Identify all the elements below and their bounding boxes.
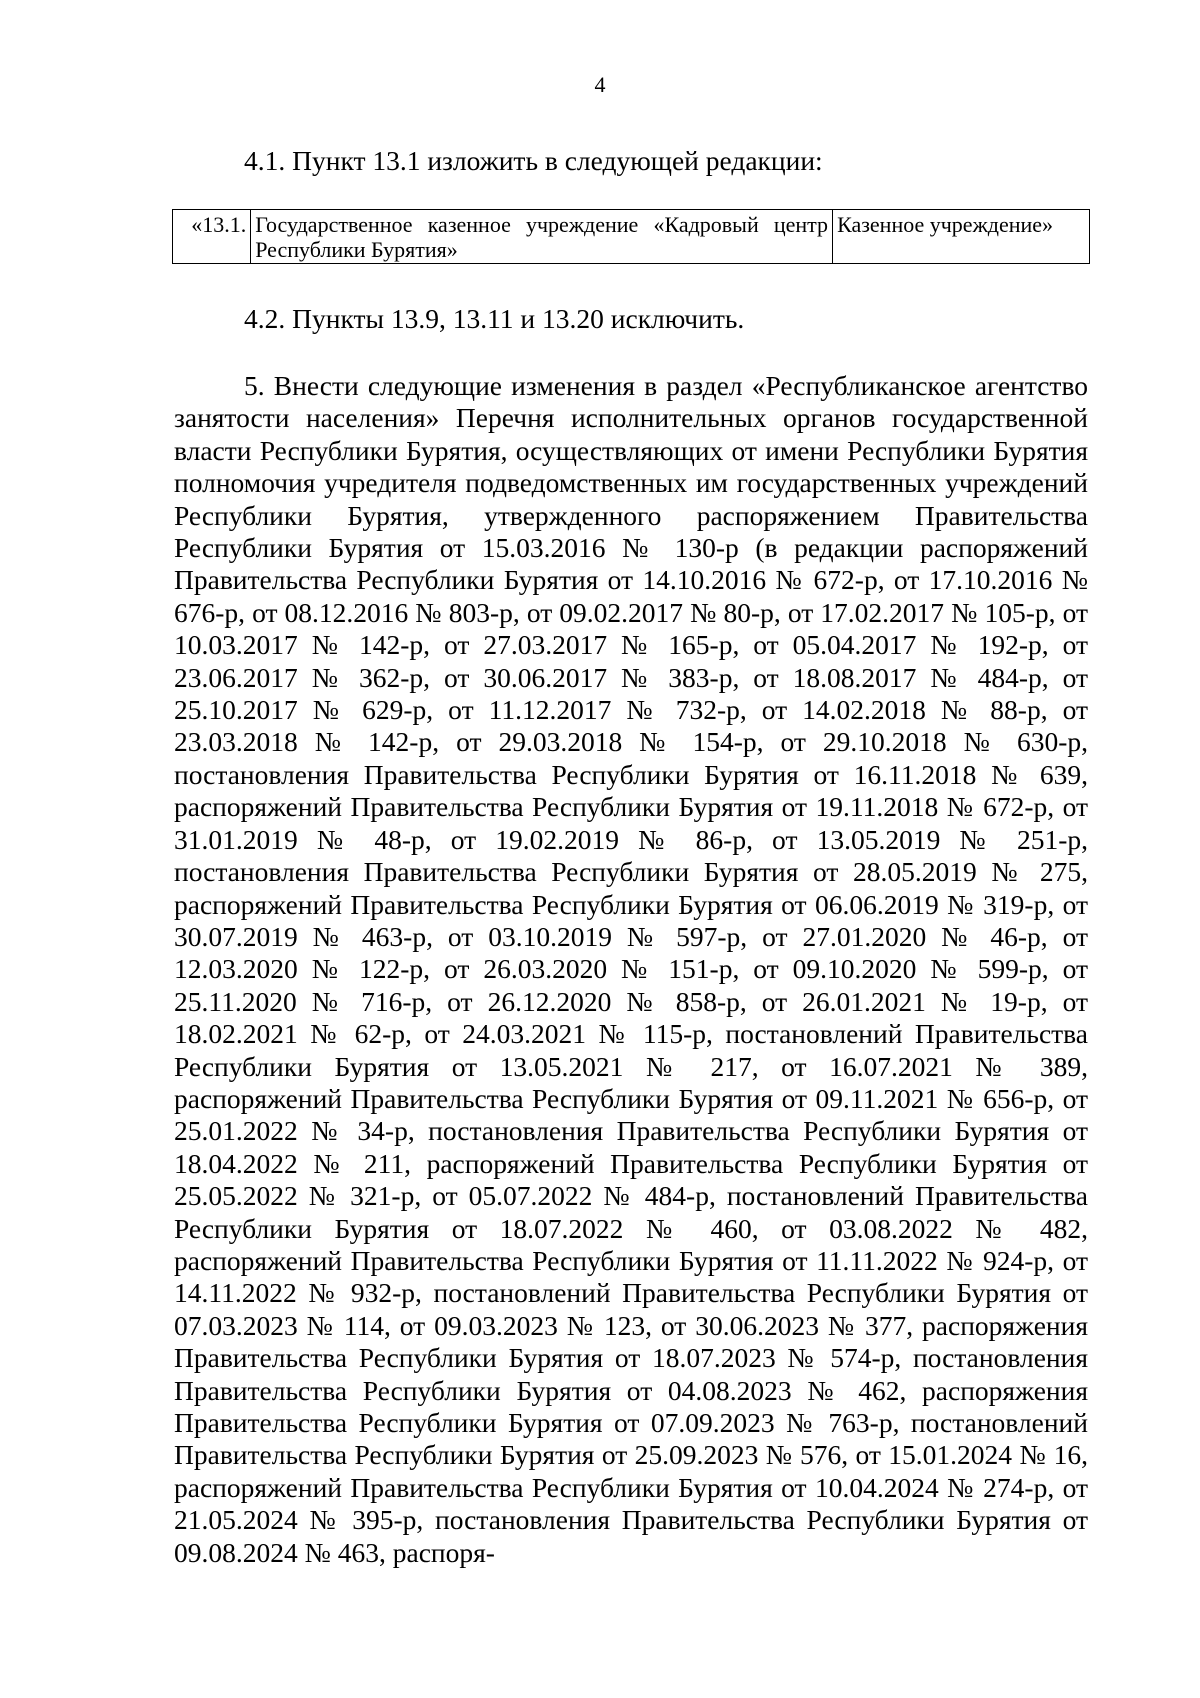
amendment-table xyxy=(172,209,1090,264)
page-number: 4 xyxy=(594,72,606,97)
section-4-2-paragraph: 4.2. Пункты 13.9, 13.11 и 13.20 исключить. xyxy=(244,303,745,334)
item-number-cell: «13.1. xyxy=(173,210,251,264)
table-row xyxy=(173,210,1090,264)
institution-type-cell: Казенное учреждение» xyxy=(833,210,1090,264)
section-5-paragraph: 5. Внести следующие изменения в раздел «Республиканское агентство занятости населения» Перечня исполнительных органов государственной власти Республики Бурятия, осуществляющих от имени Республики Бурятия полномочия учредителя подведомственных им государственных учреждений Республики Бурятия, утвержденного распоряжением Правительства Республики Бурятия от 15.03.2016 № 130-р (в редакции распоряжений Правительства Республики Бурятия от 14.10.2016 № 672-р, от 17.10.2016 № 676-р, от 08.12.2016 № 803-р, от 09.02.2017 № 80-р, от 17.02.2017 № 105-р, от 10.03.2017 № 142-р, от 27.03.2017 № 165-р, от 05.04.2017 № 192-р, от 23.06.2017 № 362-р, от 30.06.2017 № 383-р, от 18.08.2017 № 484-р, от 25.10.2017 № 629-р, от 11.12.2017 № 732-р, от 14.02.2018 № 88-р, от 23.03.2018 № 142-р, от 29.03.2018 № 154-р, от 29.10.2018 № 630-р, постановления Правительства Республики Бурятия от 16.11.2018 № 639, распоряжений Правительства Республики Бурятия от 19.11.2018 № 672-р, от 31.01.2019 № 48-р, от 19.02.2019 № 86-р, от 13.05.2019 № 251-р, постановления Правительства Республики Бурятия от 28.05.2019 № 275, распоряжений Правительства Республики Бурятия от 06.06.2019 № 319-р, от 30.07.2019 № 463-р, от 03.10.2019 № 597-р, от 27.01.2020 № 46-р, от 12.03.2020 № 122-р, от 26.03.2020 № 151-р, от 09.10.2020 № 599-р, от 25.11.2020 № 716-р, от 26.12.2020 № 858-р, от 26.01.2021 № 19-р, от 18.02.2021 № 62-р, от 24.03.2021 № 115-р, постановлений Правительства Республики Бурятия от 13.05.2021 № 217, от 16.07.2021 № 389, распоряжений Правительства Республики Бурятия от 09.11.2021 № 656-р, от 25.01.2022 № 34-р, постановления Правительства Республики Бурятия от 18.04.2022 № 211, распоряжений Правительства Республики Бурятия от 25.05.2022 № 321-р, от 05.07.2022 № 484-р, постановлений Правительства Республики Бурятия от 18.07.2022 № 460, от 03.08.2022 № 482, распоряжений Правительства Республики Бурятия от 11.11.2022 № 924-р, от 14.11.2022 № 932-р, постановлений Правительства Республики Бурятия от 07.03.2023 № 114, от 09.03.2023 № 123, от 30.06.2023 № 377, распоряжения Правительства Республики Бурятия от 18.07.2023 № 574-р, постановления Правительства Республики Бурятия от 04.08.2023 № 462, распоряжения Правительства Республики Бурятия от 07.09.2023 № 763-р, постановлений Правительства Республики Бурятия от 25.09.2023 № 576, от 15.01.2024 № 16, распоряжений Правительства Республики Бурятия от 10.04.2024 № 274-р, от 21.05.2024 № 395-р, постановления Правительства Республики Бурятия от 09.08.2024 № 463, распоря- xyxy=(174,370,1088,1568)
institution-name-cell: Государственное казенное учреждение «Кадровый центр Республики Бурятия» xyxy=(251,210,833,264)
section-4-1-paragraph: 4.1. Пункт 13.1 изложить в следующей редакции: xyxy=(244,145,823,176)
